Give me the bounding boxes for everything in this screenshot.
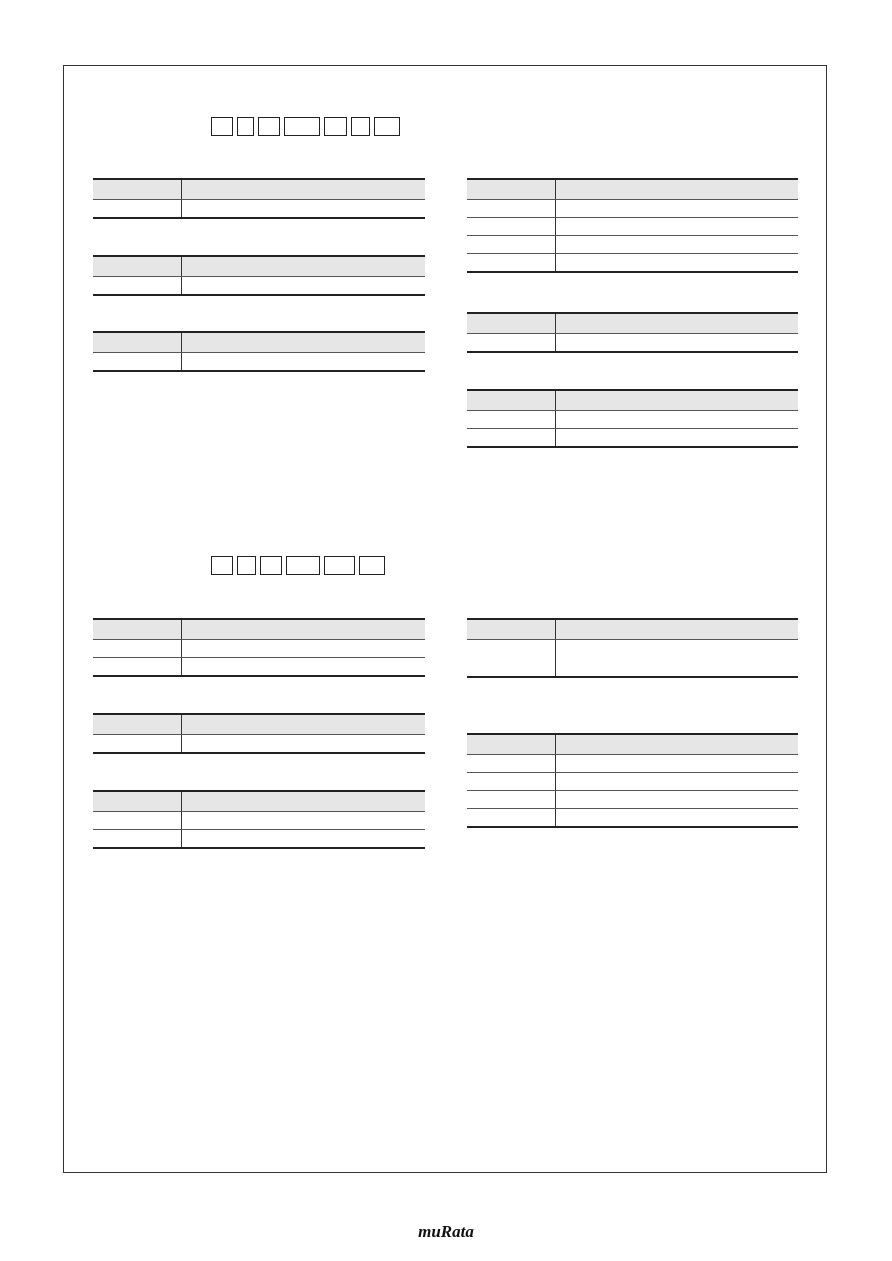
table-header-cell bbox=[93, 256, 182, 277]
spec-table bbox=[467, 312, 798, 353]
table-row bbox=[467, 218, 798, 236]
table-cell bbox=[556, 411, 799, 429]
code-box bbox=[237, 117, 254, 136]
code-box bbox=[258, 117, 280, 136]
table-cell bbox=[556, 755, 799, 773]
table-cell bbox=[467, 200, 556, 218]
table-header-cell bbox=[467, 619, 556, 640]
code-box bbox=[359, 556, 385, 575]
table-header-cell bbox=[556, 179, 799, 200]
table-row bbox=[93, 353, 425, 372]
table-cell bbox=[467, 334, 556, 353]
table-row bbox=[93, 658, 425, 677]
table-cell bbox=[556, 254, 799, 273]
table-header-cell bbox=[182, 179, 425, 200]
table-row bbox=[93, 735, 425, 754]
table-cell bbox=[93, 658, 182, 677]
table-row bbox=[467, 236, 798, 254]
table-cell bbox=[467, 640, 556, 678]
table-cell bbox=[467, 218, 556, 236]
spec-table bbox=[467, 178, 798, 273]
table-row bbox=[467, 334, 798, 353]
table-cell bbox=[182, 277, 425, 296]
table-row bbox=[467, 773, 798, 791]
table-cell bbox=[467, 755, 556, 773]
table-cell bbox=[467, 809, 556, 828]
table-row bbox=[467, 254, 798, 273]
table-cell bbox=[556, 773, 799, 791]
spec-table bbox=[467, 733, 798, 828]
code-box bbox=[351, 117, 370, 136]
table-cell bbox=[556, 200, 799, 218]
table-row bbox=[93, 200, 425, 219]
spec-table bbox=[467, 389, 798, 448]
table-cell bbox=[556, 429, 799, 448]
table-cell bbox=[182, 200, 425, 219]
table-header-cell bbox=[93, 179, 182, 200]
part-number-code-boxes bbox=[211, 117, 400, 136]
table-header-cell bbox=[556, 390, 799, 411]
table-cell bbox=[467, 254, 556, 273]
table-header-cell bbox=[467, 179, 556, 200]
table-header-cell bbox=[93, 791, 182, 812]
table-header-cell bbox=[467, 734, 556, 755]
table-header-cell bbox=[467, 313, 556, 334]
spec-table bbox=[467, 618, 798, 678]
table-header-cell bbox=[182, 256, 425, 277]
table-cell bbox=[182, 658, 425, 677]
table-cell bbox=[93, 640, 182, 658]
code-box bbox=[374, 117, 400, 136]
spec-table bbox=[93, 178, 425, 219]
table-header-cell bbox=[93, 332, 182, 353]
spec-table bbox=[93, 790, 425, 849]
table-row bbox=[93, 277, 425, 296]
code-box bbox=[284, 117, 320, 136]
table-cell bbox=[556, 334, 799, 353]
table-cell bbox=[556, 640, 799, 678]
table-cell bbox=[93, 200, 182, 219]
table-header-cell bbox=[556, 734, 799, 755]
table-header-cell bbox=[93, 619, 182, 640]
table-cell bbox=[467, 411, 556, 429]
table-cell bbox=[467, 791, 556, 809]
table-row bbox=[467, 755, 798, 773]
part-number-code-boxes bbox=[211, 556, 385, 575]
table-row bbox=[467, 809, 798, 828]
murata-logo bbox=[406, 1222, 486, 1242]
table-cell bbox=[93, 277, 182, 296]
table-header-cell bbox=[182, 714, 425, 735]
table-header-cell bbox=[182, 619, 425, 640]
table-cell bbox=[182, 640, 425, 658]
code-box bbox=[286, 556, 320, 575]
table-row bbox=[467, 429, 798, 448]
table-cell bbox=[467, 429, 556, 448]
table-header-cell bbox=[182, 332, 425, 353]
spec-table bbox=[93, 618, 425, 677]
table-cell bbox=[93, 830, 182, 849]
table-cell bbox=[467, 773, 556, 791]
table-cell bbox=[556, 791, 799, 809]
spec-table bbox=[93, 331, 425, 372]
table-header-cell bbox=[556, 619, 799, 640]
code-box bbox=[237, 556, 256, 575]
code-box bbox=[211, 117, 233, 136]
code-box bbox=[324, 117, 347, 136]
table-cell bbox=[467, 236, 556, 254]
table-cell bbox=[182, 735, 425, 754]
table-row bbox=[93, 830, 425, 849]
table-header-cell bbox=[182, 791, 425, 812]
table-row bbox=[93, 812, 425, 830]
table-row bbox=[467, 411, 798, 429]
table-header-cell bbox=[93, 714, 182, 735]
table-cell bbox=[182, 353, 425, 372]
code-box bbox=[324, 556, 355, 575]
table-header-cell bbox=[467, 390, 556, 411]
table-cell bbox=[93, 353, 182, 372]
table-cell bbox=[182, 830, 425, 849]
table-cell bbox=[556, 218, 799, 236]
table-row bbox=[467, 200, 798, 218]
table-cell bbox=[93, 735, 182, 754]
code-box bbox=[211, 556, 233, 575]
table-header-cell bbox=[556, 313, 799, 334]
table-cell bbox=[556, 236, 799, 254]
spec-table bbox=[93, 255, 425, 296]
logo-text: muRata bbox=[418, 1222, 474, 1241]
table-cell bbox=[93, 812, 182, 830]
table-row bbox=[93, 640, 425, 658]
table-row bbox=[467, 640, 798, 678]
spec-table bbox=[93, 713, 425, 754]
table-cell bbox=[182, 812, 425, 830]
code-box bbox=[260, 556, 282, 575]
table-row bbox=[467, 791, 798, 809]
table-cell bbox=[556, 809, 799, 828]
